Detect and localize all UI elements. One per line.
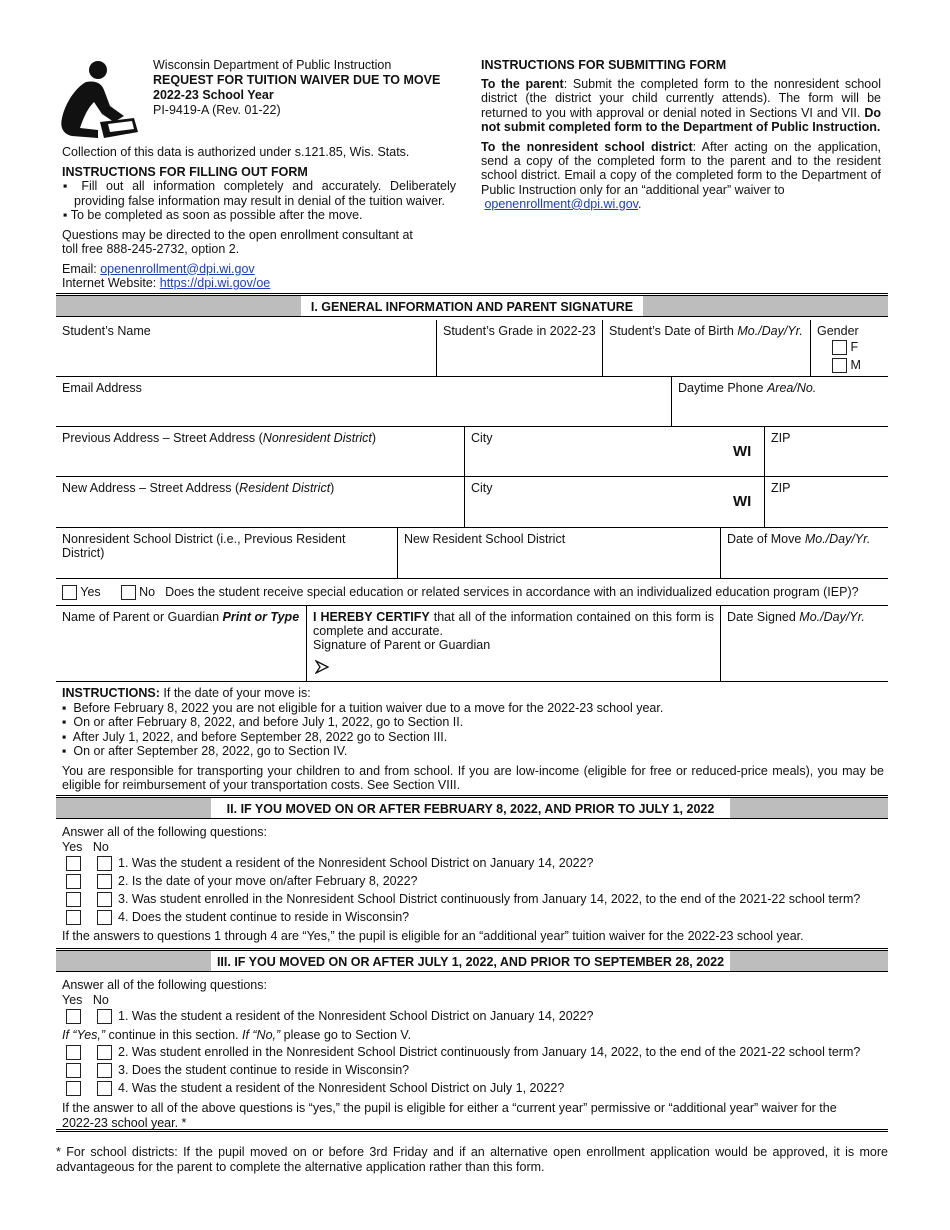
section-3-yes-no-header (62, 993, 267, 1008)
student-name-field[interactable] (56, 320, 437, 377)
date-signed-field[interactable] (721, 606, 888, 682)
instructions-label: INSTRUCTIONS: (62, 686, 160, 700)
question-text: 4. Does the student continue to reside in Wisconsin? (118, 910, 410, 924)
signature-label: Signature of Parent or Guardian (313, 638, 491, 652)
yes-checkbox[interactable] (66, 1009, 81, 1024)
gender-f-checkbox[interactable] (832, 340, 847, 355)
no-checkbox[interactable] (97, 856, 112, 871)
section-2-title: II. IF YOU MOVED ON OR AFTER FEBRUARY 8, 2022, AND PRIOR TO JULY 1, 2022 (226, 802, 715, 816)
section-3-header (56, 948, 888, 972)
prev-city-label: City (471, 431, 493, 445)
question-text: 2. Was student enrolled in the Nonresident School District continuously from January 14, 2022, to the end of the 2021-22 school term? (118, 1045, 861, 1059)
no-checkbox[interactable] (97, 874, 112, 889)
iep-no-checkbox[interactable] (121, 585, 136, 600)
prev-state: WI (733, 443, 752, 460)
question-text: 2. Is the date of your move on/after February 8, 2022? (118, 874, 418, 888)
if-no-text: please go to Section V. (280, 1028, 412, 1042)
nonresident-district-field[interactable] (56, 528, 398, 579)
district-email-link[interactable]: openenrollment@dpi.wi.gov (484, 196, 638, 211)
signature-field[interactable] (307, 606, 721, 682)
certify-text (313, 610, 714, 638)
fill-bullet-2-text: To be completed as soon as possible after the move. (70, 208, 363, 222)
instruction-item-text: Before February 8, 2022 you are not eligible for a tuition waiver due to a move for the 2022-23 school year. (73, 700, 664, 715)
form-title: REQUEST FOR TUITION WAIVER DUE TO MOVE (153, 73, 441, 87)
section-3-title: III. IF YOU MOVED ON OR AFTER JULY 1, 2022, AND PRIOR TO SEPTEMBER 28, 2022 (216, 955, 725, 969)
instruction-item: ▪ Before February 8, 2022 you are not eligible for a tuition waiver due to a move for the 2022-23 school year. (62, 700, 664, 715)
no-checkbox[interactable] (97, 1081, 112, 1096)
gender-m-label: M (850, 358, 861, 372)
instruction-item-text: On or after February 8, 2022, and before July 1, 2022, go to Section II. (73, 715, 464, 729)
instruction-item: ▪ After July 1, 2022, and before September 28, 2022 go to Section III. (62, 729, 448, 744)
date-signed-format: Mo./Day/Yr. (799, 610, 865, 624)
section-divider (56, 1129, 888, 1133)
district-instructions: To the nonresident school district: After acting on the application, send a copy of the completed form to the parent and to the resident school district. Email a copy of the completed form to the Department of Public Instruction only for an “additional year” waiver to openenrollment@dpi.wi.gov. (481, 140, 882, 211)
certify-bold: I HEREBY CERTIFY (313, 610, 430, 624)
question-text: 1. Was the student a resident of the Nonresident School District on January 14, 2022? (118, 1009, 594, 1023)
school-year: 2022-23 School Year (153, 88, 274, 102)
website-label: Internet Website: (62, 276, 157, 290)
previous-city-field[interactable] (465, 427, 765, 477)
submit-instructions (481, 58, 881, 217)
new-zip-field[interactable] (765, 477, 888, 528)
new-district-field[interactable] (398, 528, 721, 579)
previous-address-field[interactable]: Previous Address – Street Address (Nonresident District) (56, 427, 465, 477)
agency-name: Wisconsin Department of Public Instruction (153, 58, 392, 72)
previous-zip-field[interactable] (765, 427, 888, 477)
iep-yes-checkbox[interactable] (62, 585, 77, 600)
fill-bullet-1-text: Fill out all information completely and accurately. Deliberately providing false information may result in denial of the tuition waiver. (74, 179, 456, 208)
questions-text: Questions may be directed to the open enrollment consultant at (62, 227, 413, 242)
nonres-district-label: Nonresident School District (i.e., Previous Resident District) (62, 532, 346, 560)
email-label: Email: (62, 261, 97, 276)
new-city-label: City (471, 481, 493, 495)
section-3-prompt-text: Answer all of the following questions: (62, 978, 267, 992)
phone-format: Area/No. (766, 381, 817, 395)
yes-header: Yes (62, 992, 83, 1007)
iep-row (56, 579, 888, 606)
no-header: No (92, 839, 109, 854)
new-addr-italic: Resident District (239, 481, 331, 495)
new-address-field[interactable]: New Address – Street Address (Resident District) (56, 477, 465, 528)
dob-label: Student’s Date of Birth (609, 324, 734, 338)
section-1-title: I. GENERAL INFORMATION AND PARENT SIGNATURE (310, 300, 634, 314)
dpi-logo-icon (58, 60, 140, 140)
yes-checkbox[interactable] (66, 874, 81, 889)
date-signed-label: Date Signed (727, 610, 796, 624)
website-link[interactable]: https://dpi.wi.gov/oe (159, 276, 271, 290)
section-2-conclusion: If the answers to questions 1 through 4 are “Yes,” the pupil is eligible for an “additional year” tuition waiver for the 2022-23 school year. (62, 929, 804, 943)
gender-m-checkbox[interactable] (832, 358, 847, 373)
move-date-label: Date of Move (727, 532, 802, 546)
move-instructions (62, 686, 884, 793)
prev-addr-italic: Nonresident District (262, 431, 372, 445)
email-field[interactable] (56, 377, 672, 427)
certify-body: that all of the information contained on this form is complete and accurate. (313, 610, 714, 638)
email-address-label: Email Address (62, 381, 142, 395)
yes-header: Yes (62, 839, 83, 854)
section-2-prompt (62, 825, 267, 854)
no-checkbox[interactable] (97, 1009, 112, 1024)
question-text: 1. Was the student a resident of the Nonresident School District on January 14, 2022? (118, 856, 594, 870)
phone-label: Daytime Phone (678, 381, 764, 395)
dob-field[interactable] (603, 320, 811, 377)
question-text: 3. Does the student continue to reside in Wisconsin? (118, 1063, 410, 1077)
yes-checkbox[interactable] (66, 1063, 81, 1078)
yes-checkbox[interactable] (66, 856, 81, 871)
yes-checkbox[interactable] (66, 1045, 81, 1060)
section-2-prompt-text: Answer all of the following questions: (62, 825, 267, 839)
if-yes-text: continue in this section. (105, 1028, 242, 1042)
no-checkbox[interactable] (97, 892, 112, 907)
footnote: * For school districts: If the pupil moved on or before 3rd Friday and if an alternative open enrollment application would be approved, it is more advantageous for the parent to complete the alternative application rather than this form. (56, 1145, 888, 1174)
new-zip-label: ZIP (771, 481, 791, 495)
parent-label: To the parent (481, 77, 564, 92)
no-checkbox[interactable] (97, 1045, 112, 1060)
parent-name-label: Name of Parent or Guardian (62, 610, 220, 624)
section-2-yes-no-header (62, 840, 267, 855)
move-date-field[interactable] (721, 528, 888, 579)
gender-field (811, 320, 888, 377)
district-label: To the nonresident school district (481, 140, 693, 155)
fill-bullet-1: ▪ Fill out all information completely and accurately. Deliberately providing false information may result in denial of the tuition waiver. (63, 179, 456, 208)
instruction-item-text: On or after September 28, 2022, go to Section IV. (73, 744, 348, 758)
iep-no-label: No (139, 585, 156, 599)
gender-f-label: F (850, 340, 859, 354)
fill-instructions (62, 145, 456, 291)
new-district-label: New Resident School District (404, 532, 566, 546)
section-1-grid (56, 320, 888, 682)
yes-checkbox[interactable] (66, 1081, 81, 1096)
prev-zip-label: ZIP (771, 431, 791, 445)
dob-format: Mo./Day/Yr. (737, 324, 803, 338)
instructions-intro-text: If the date of your move is: (159, 686, 311, 700)
parent-text: : Submit the completed form to the nonresident school district (the district your child currently attends). The form will be returned to you with approval or denial noted in Sections VI and VII. (481, 77, 881, 120)
grade-label: Student’s Grade in 2022-23 (443, 324, 596, 338)
iep-question: Does the student receive special education or related services in accordance with an individualized education program (IEP)? (165, 585, 859, 599)
no-checkbox[interactable] (97, 1063, 112, 1078)
parent-name-italic: Print or Type (222, 610, 300, 624)
question-text: 3. Was student enrolled in the Nonresident School District continuously from January 14, 2022, to the end of the 2021-22 school term? (118, 892, 861, 906)
no-checkbox[interactable] (97, 910, 112, 925)
phone-field[interactable] (672, 377, 888, 427)
parent-name-field[interactable] (56, 606, 307, 682)
section-2-header (56, 795, 888, 819)
website-line (62, 276, 456, 291)
question-text: 4. Was the student a resident of the Nonresident School District on July 1, 2022? (118, 1081, 565, 1095)
parent-bold: Do not submit completed form to the Department of Public Instruction. (481, 105, 881, 134)
transport-note: You are responsible for transporting your children to and from school. If you are low-income (eligible for free or reduced-price meals), you may be eligible for reimbursement of your transportation costs. See Section VIII. (62, 763, 884, 792)
move-date-format: Mo./Day/Yr. (804, 532, 871, 546)
instruction-item: ▪ On or after February 8, 2022, and before July 1, 2022, go to Section II. (62, 715, 464, 729)
instructions-intro (62, 686, 884, 701)
form-header (153, 58, 440, 118)
parent-instructions (481, 77, 881, 134)
prev-addr-label: Previous Address – Street Address ( (62, 431, 263, 445)
instruction-item: ▪ On or after September 28, 2022, go to Section IV. (62, 744, 348, 758)
section-3-branch-note (62, 1028, 411, 1042)
grade-field[interactable] (437, 320, 603, 377)
district-text: : After acting on the application, send a copy of the completed form to the parent and to the resident school district. Email a copy of the completed form to the Department of Public Instruction only for an “additional year” waiver to (481, 140, 882, 197)
yes-checkbox[interactable] (66, 910, 81, 925)
submit-instructions-title: INSTRUCTIONS FOR SUBMITTING FORM (481, 58, 727, 72)
fill-instructions-title: INSTRUCTIONS FOR FILLING OUT FORM (62, 164, 308, 179)
email-link[interactable]: openenrollment@dpi.wi.gov (100, 261, 255, 276)
iep-yes-label: Yes (80, 585, 101, 599)
new-state: WI (733, 493, 752, 510)
student-name-label: Student’s Name (62, 324, 151, 338)
yes-checkbox[interactable] (66, 892, 81, 907)
instruction-item-text: After July 1, 2022, and before September 28, 2022 go to Section III. (72, 729, 448, 744)
section-3-conclusion: If the answer to all of the above questions is “yes,” the pupil is eligible for either a “current year” permissive or “additional year” waiver for the 2022-23 school year. * (62, 1101, 837, 1130)
phone-text: toll free 888-245-2732, option 2. (62, 242, 240, 256)
gender-label: Gender (817, 324, 859, 338)
section-3-prompt (62, 978, 267, 1007)
signature-arrow-icon (315, 660, 329, 674)
fill-bullet-2: ▪ To be completed as soon as possible after the move. (63, 208, 363, 222)
if-no-label: If “No,” (241, 1028, 281, 1042)
new-addr-label: New Address – Street Address ( (62, 481, 240, 495)
new-city-field[interactable] (465, 477, 765, 528)
form-number: PI-9419-A (Rev. 01-22) (153, 103, 281, 117)
email-line (62, 262, 456, 277)
authority-statement: Collection of this data is authorized under s.121.85, Wis. Stats. (62, 145, 410, 159)
section-1-header (56, 293, 888, 317)
no-header: No (92, 992, 109, 1007)
if-yes-label: If “Yes,” (62, 1028, 106, 1042)
